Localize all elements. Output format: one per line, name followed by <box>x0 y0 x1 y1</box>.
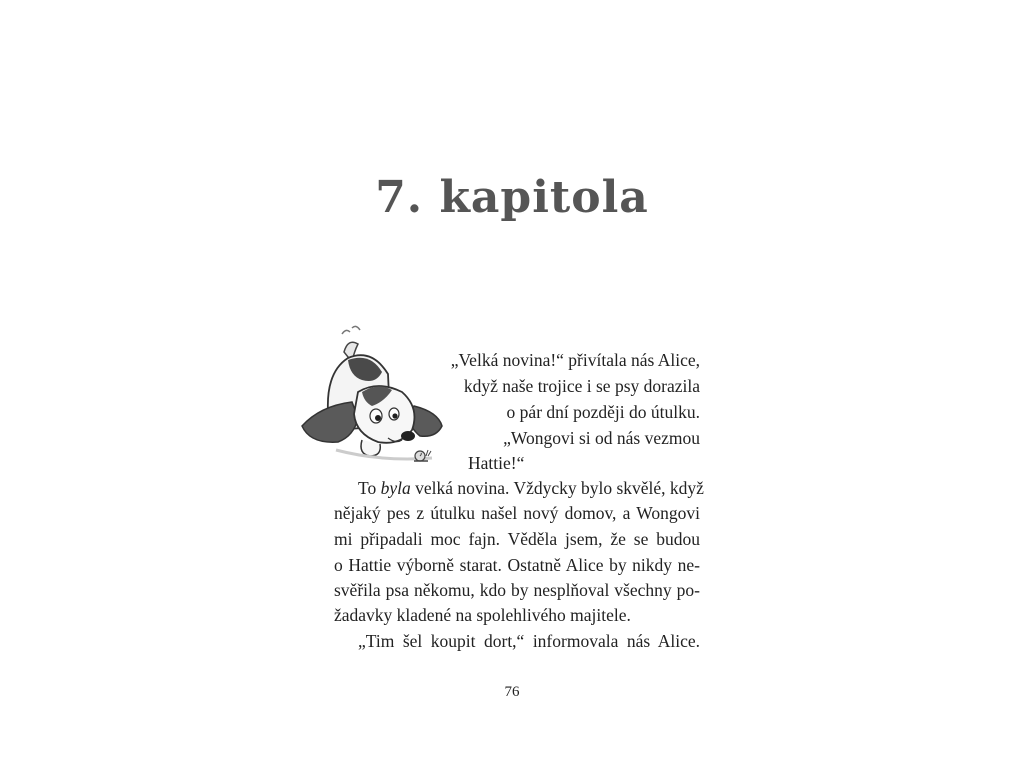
text-line: „Tim šel koupit dort,“ informovala nás Alice. <box>358 631 700 651</box>
text-line: o pár dní později do útulku. <box>506 402 700 422</box>
text-line: nějaký pes z útulku našel nový domov, a Wongovi <box>334 503 700 523</box>
text-line: když naše trojice i se psy dorazila <box>463 376 700 396</box>
emphasis-text: byla <box>380 478 411 498</box>
text-line: „Velká novina!“ přivítala nás Alice, <box>450 350 700 370</box>
dog-illustration-icon <box>292 322 452 472</box>
text-line: žadavky kladené na spolehlivého majitele. <box>334 605 631 625</box>
text-span: velká novina. Vždycky bylo skvělé, když <box>410 478 704 498</box>
text-line <box>358 477 704 499</box>
text-line: svěřila psa někomu, kdo by nesplňoval všechny po- <box>334 580 700 600</box>
text-span: To <box>358 478 381 498</box>
text-line: mi připadali moc fajn. Věděla jsem, že se budou <box>334 529 700 549</box>
text-line: o Hattie výborně starat. Ostatně Alice by nikdy ne- <box>334 555 700 575</box>
text-line: „Wongovi si od nás vezmou <box>503 428 700 448</box>
chapter-title: 7. kapitola <box>375 172 649 223</box>
page-number: 76 <box>504 684 520 700</box>
text-line: Hattie!“ <box>468 453 525 473</box>
